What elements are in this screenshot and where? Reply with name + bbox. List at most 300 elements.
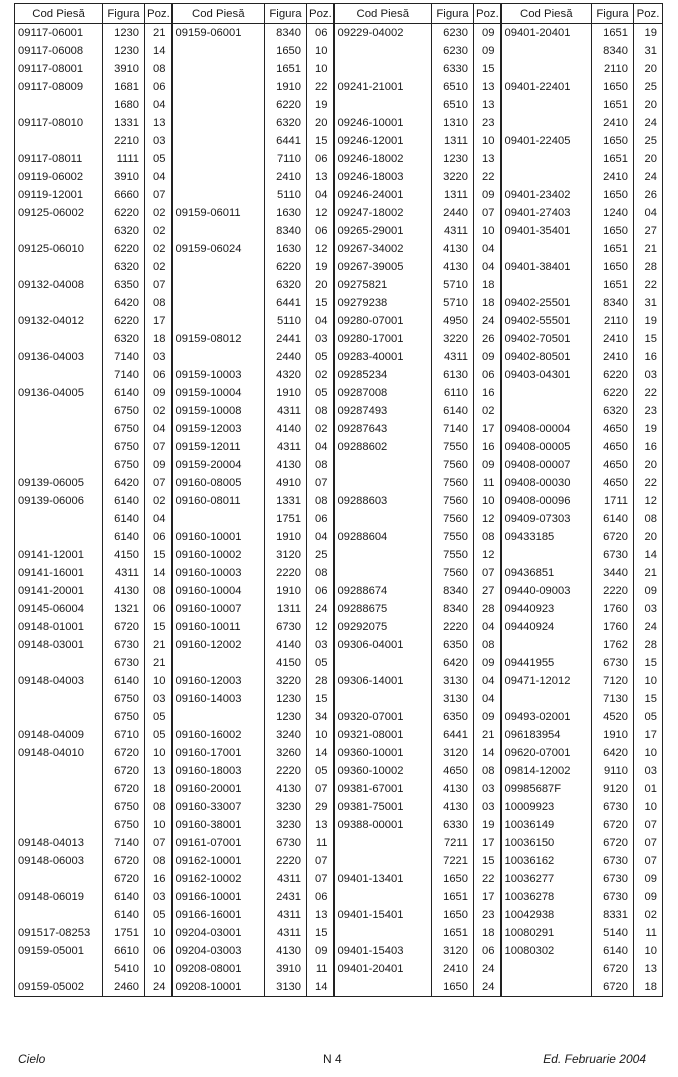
position-cell: 16 [634,438,663,456]
figure-cell: 1310 [432,114,474,132]
part-code-cell: 09166-10001 [172,888,265,906]
position-cell: 03 [145,690,172,708]
position-cell: 11 [307,960,334,978]
position-cell: 06 [307,222,334,240]
position-cell: 09 [474,456,501,474]
figure-cell: 6130 [432,366,474,384]
figure-cell: 3130 [432,690,474,708]
part-code-cell [334,834,432,852]
figure-cell: 7110 [265,150,307,168]
figure-cell: 8340 [592,42,634,60]
part-code-cell: 09204-03003 [172,942,265,960]
position-cell: 19 [634,24,663,43]
position-cell: 18 [634,978,663,997]
part-code-cell [172,132,265,150]
figure-cell: 6730 [592,852,634,870]
page-footer [18,1052,646,1070]
part-code-cell: 09360-10002 [334,762,432,780]
part-code-cell [501,690,592,708]
figure-cell: 1651 [432,924,474,942]
part-code-cell: 09288602 [334,438,432,456]
position-cell: 14 [634,546,663,564]
position-cell: 07 [307,474,334,492]
position-cell: 05 [307,762,334,780]
position-cell: 21 [634,240,663,258]
position-cell: 26 [634,186,663,204]
part-code-cell: 09160-10007 [172,600,265,618]
position-cell: 09 [474,42,501,60]
figure-cell: 6750 [103,798,145,816]
table-row [15,654,663,672]
part-code-cell [15,258,103,276]
figure-cell: 1650 [592,132,634,150]
figure-cell: 6730 [103,636,145,654]
figure-cell: 6720 [103,762,145,780]
figure-cell: 2440 [265,348,307,366]
figure-cell: 4311 [265,402,307,420]
part-code-cell: 09265-29001 [334,222,432,240]
figure-cell: 1311 [432,132,474,150]
part-code-cell: 09275821 [334,276,432,294]
part-code-cell: 09620-07001 [501,744,592,762]
figure-cell: 2460 [103,978,145,997]
part-code-cell [501,96,592,114]
position-cell: 02 [145,402,172,420]
position-cell: 12 [307,618,334,636]
part-code-cell: 09160-08005 [172,474,265,492]
figure-cell: 6140 [103,510,145,528]
position-cell: 07 [145,834,172,852]
part-code-cell: 09145-06004 [18,603,84,615]
part-code-cell: 09287643 [334,420,432,438]
footer-model: Cielo [18,1052,46,1066]
part-code-cell [15,960,103,978]
position-cell: 19 [474,816,501,834]
figure-cell: 4130 [265,780,307,798]
position-cell: 10 [145,924,172,942]
part-code-cell: 10042938 [501,906,592,924]
position-cell: 05 [307,384,334,402]
part-code-cell [172,150,265,168]
part-code-cell: 09401-27403 [501,204,592,222]
position-cell: 09 [474,24,501,43]
part-code-cell [501,150,592,168]
position-cell: 11 [634,924,663,942]
part-code-cell: 09287493 [334,402,432,420]
part-code-cell: 09139-06006 [18,495,84,507]
position-cell: 08 [634,510,663,528]
position-cell: 10 [145,960,172,978]
part-code-cell [172,114,265,132]
figure-cell: 6420 [103,294,145,312]
figure-cell: 8331 [592,906,634,924]
part-code-cell: 09208-10001 [172,978,265,997]
column-header-cod: Cod Piesă [15,4,103,24]
figure-cell: 4650 [592,420,634,438]
figure-cell: 6730 [592,870,634,888]
figure-cell: 6140 [592,510,634,528]
figure-cell: 7211 [432,834,474,852]
part-code-cell: 09159-10004 [172,384,265,402]
position-cell: 14 [474,744,501,762]
position-cell: 08 [474,762,501,780]
figure-cell: 1910 [265,528,307,546]
position-cell: 17 [474,834,501,852]
figure-cell: 3130 [432,672,474,690]
part-code-cell: 09117-06008 [18,45,84,57]
part-code-cell: 10036162 [501,852,592,870]
position-cell: 25 [634,132,663,150]
part-code-cell [15,690,103,708]
figure-cell: 6140 [592,942,634,960]
figure-cell: 1910 [265,384,307,402]
figure-cell: 6140 [432,402,474,420]
position-cell: 06 [474,366,501,384]
position-cell: 18 [145,780,172,798]
table-row [15,294,663,312]
position-cell: 10 [634,798,663,816]
figure-cell: 6730 [592,888,634,906]
position-cell: 09 [474,348,501,366]
figure-cell: 4150 [103,546,145,564]
part-code-cell: 09402-80501 [501,348,592,366]
part-code-cell [172,42,265,60]
part-code-cell: 09401-13401 [334,870,432,888]
part-code-cell: 09125-06010 [18,243,84,255]
position-cell: 06 [307,510,334,528]
part-code-cell: 09436851 [501,564,592,582]
part-code-cell: 09408-00004 [501,420,592,438]
part-code-cell [172,168,265,186]
position-cell: 22 [634,276,663,294]
part-code-cell [334,474,432,492]
part-code-cell: 09288603 [334,492,432,510]
position-cell: 08 [145,582,172,600]
figure-cell: 4311 [103,564,145,582]
part-code-cell: 09246-24001 [334,186,432,204]
figure-cell: 1651 [592,150,634,168]
part-code-cell [15,402,103,420]
part-code-cell [15,510,103,528]
figure-cell: 3220 [265,672,307,690]
position-cell: 14 [307,744,334,762]
figure-cell: 4150 [265,654,307,672]
figure-cell: 3910 [103,168,145,186]
figure-cell: 2210 [103,132,145,150]
part-code-cell: 09280-17001 [334,330,432,348]
position-cell: 10 [307,42,334,60]
part-code-cell [15,798,103,816]
figure-cell: 6110 [432,384,474,402]
figure-cell: 6720 [592,816,634,834]
figure-cell: 6750 [103,690,145,708]
position-cell: 08 [145,294,172,312]
figure-cell: 2220 [592,582,634,600]
part-code-cell: 09288674 [334,582,432,600]
part-code-cell [15,420,103,438]
figure-cell: 7140 [432,420,474,438]
figure-cell: 5140 [592,924,634,942]
part-code-cell [501,546,592,564]
part-code-cell [15,870,103,888]
position-cell: 17 [145,312,172,330]
part-code-cell: 09160-20001 [172,780,265,798]
figure-cell: 1650 [592,222,634,240]
position-cell: 03 [145,348,172,366]
figure-cell: 2441 [265,330,307,348]
figure-cell: 7140 [103,348,145,366]
part-code-cell: 10080302 [501,942,592,960]
position-cell: 03 [145,888,172,906]
part-code-cell: 09160-17001 [172,744,265,762]
figure-cell: 1311 [265,600,307,618]
position-cell: 08 [145,60,172,78]
figure-cell: 6320 [103,258,145,276]
position-cell: 18 [474,924,501,942]
part-code-cell [334,456,432,474]
position-cell: 06 [307,150,334,168]
position-cell: 31 [634,42,663,60]
part-code-cell: 09160-10001 [172,528,265,546]
figure-cell: 1230 [103,42,145,60]
position-cell: 07 [474,564,501,582]
part-code-cell: 09288675 [334,600,432,618]
part-code-cell: 09267-39005 [334,258,432,276]
part-code-cell [172,78,265,96]
figure-cell: 6720 [592,978,634,997]
position-cell: 20 [634,456,663,474]
part-code-cell [334,852,432,870]
figure-cell: 1651 [432,888,474,906]
position-cell: 04 [474,672,501,690]
position-cell: 06 [145,78,172,96]
part-code-cell: 09408-00030 [501,474,592,492]
part-code-cell: 09160-16002 [172,726,265,744]
position-cell: 25 [307,546,334,564]
table-row [15,42,663,60]
figure-cell: 2220 [432,618,474,636]
position-cell: 03 [307,636,334,654]
table-row [15,402,663,420]
part-code-cell: 09285234 [334,366,432,384]
table-row [15,582,663,600]
part-code-cell: 09440924 [501,618,592,636]
part-code-cell: 09292075 [334,618,432,636]
table-row [15,60,663,78]
part-code-cell [501,384,592,402]
figure-cell: 5410 [103,960,145,978]
figure-cell: 6720 [103,870,145,888]
position-cell: 28 [474,600,501,618]
part-code-cell: 09440-09003 [501,582,592,600]
position-cell: 12 [474,510,501,528]
table-row [15,474,663,492]
part-code-cell [501,636,592,654]
figure-cell: 4140 [265,636,307,654]
part-code-cell: 091517-08253 [18,927,91,939]
position-cell: 28 [634,258,663,276]
figure-cell: 4650 [592,456,634,474]
position-cell: 02 [307,420,334,438]
position-cell: 09 [145,456,172,474]
figure-cell: 6660 [103,186,145,204]
part-code-cell [334,546,432,564]
part-code-cell [15,780,103,798]
part-code-cell: 09159-05002 [18,981,84,993]
figure-cell: 6750 [103,708,145,726]
table-row [15,960,663,978]
figure-cell: 3120 [265,546,307,564]
figure-cell: 6750 [103,816,145,834]
position-cell: 28 [634,636,663,654]
position-cell: 24 [634,168,663,186]
part-code-cell: 09160-14003 [172,690,265,708]
table-row [15,852,663,870]
position-cell: 10 [634,672,663,690]
part-code-cell: 09159-10003 [172,366,265,384]
position-cell: 15 [307,132,334,150]
part-code-cell [501,276,592,294]
part-code-cell: 09159-08012 [172,330,265,348]
part-code-cell [172,312,265,330]
part-code-cell: 09401-22401 [501,78,592,96]
table-row [15,222,663,240]
position-cell: 24 [634,114,663,132]
position-cell: 03 [307,330,334,348]
position-cell: 15 [307,924,334,942]
column-header-cod: Cod Piesă [172,4,265,24]
figure-cell: 4910 [265,474,307,492]
part-code-cell [172,654,265,672]
position-cell: 10 [307,726,334,744]
figure-cell: 1681 [103,78,145,96]
table-row [15,618,663,636]
part-code-cell: 09320-07001 [334,708,432,726]
part-code-cell: 09160-10002 [172,546,265,564]
part-code-cell: 09160-12002 [172,636,265,654]
part-code-cell: 09125-06002 [18,207,84,219]
part-code-cell [172,258,265,276]
part-code-cell: 09162-10002 [172,870,265,888]
figure-cell: 2410 [592,114,634,132]
position-cell: 23 [634,402,663,420]
figure-cell: 7140 [103,366,145,384]
position-cell: 07 [145,276,172,294]
figure-cell: 4140 [265,420,307,438]
figure-cell: 6140 [103,492,145,510]
position-cell: 07 [307,852,334,870]
part-code-cell: 09985687F [501,780,592,798]
position-cell: 06 [145,600,172,618]
figure-cell: 1230 [265,708,307,726]
figure-cell: 9110 [592,762,634,780]
part-code-cell [172,60,265,78]
figure-cell: 1762 [592,636,634,654]
table-row [15,384,663,402]
part-code-cell: 09148-06019 [18,891,84,903]
position-cell: 13 [474,78,501,96]
figure-cell: 6140 [103,528,145,546]
part-code-cell: 09403-04301 [501,366,592,384]
table-row [15,744,663,762]
part-code-cell: 09283-40001 [334,348,432,366]
figure-cell: 4311 [265,438,307,456]
position-cell: 06 [307,582,334,600]
figure-cell: 6720 [103,780,145,798]
position-cell: 05 [145,906,172,924]
footer-page-number: N 4 [323,1052,342,1066]
table-row [15,546,663,564]
position-cell: 24 [634,618,663,636]
figure-cell: 6610 [103,942,145,960]
figure-cell: 6730 [265,618,307,636]
position-cell: 27 [474,582,501,600]
position-cell: 01 [634,780,663,798]
position-cell: 15 [145,546,172,564]
position-cell: 12 [307,204,334,222]
part-code-cell [501,978,592,997]
part-code-cell [334,42,432,60]
parts-index-sheet [14,3,662,997]
part-code-cell [15,816,103,834]
part-code-cell [15,456,103,474]
position-cell: 19 [307,96,334,114]
figure-cell: 2410 [592,348,634,366]
figure-cell: 4650 [592,474,634,492]
part-code-cell: 09160-12003 [172,672,265,690]
figure-cell: 9120 [592,780,634,798]
part-code-cell [15,762,103,780]
figure-cell: 2410 [592,168,634,186]
table-row [15,726,663,744]
position-cell: 22 [634,474,663,492]
part-code-cell: 09136-04003 [18,351,84,363]
position-cell: 24 [307,600,334,618]
figure-cell: 3910 [103,60,145,78]
figure-cell: 3230 [265,816,307,834]
figure-cell: 6441 [265,132,307,150]
figure-cell: 1230 [432,150,474,168]
table-row [15,528,663,546]
part-code-cell: 09141-20001 [18,585,84,597]
part-code-cell: 09117-08009 [18,81,84,93]
position-cell: 10 [307,60,334,78]
position-cell: 10 [145,816,172,834]
position-cell: 04 [145,510,172,528]
figure-cell: 7550 [432,438,474,456]
part-code-cell: 09166-16001 [172,906,265,924]
figure-cell: 7560 [432,492,474,510]
position-cell: 15 [634,330,663,348]
figure-cell: 1910 [592,726,634,744]
table-row [15,96,663,114]
figure-cell: 8340 [265,222,307,240]
column-header-fig: Figura [265,4,307,24]
position-cell: 21 [145,636,172,654]
figure-cell: 6220 [592,366,634,384]
figure-cell: 4311 [265,924,307,942]
figure-cell: 6420 [592,744,634,762]
figure-cell: 7560 [432,510,474,528]
part-code-cell: 09814-12002 [501,762,592,780]
figure-cell: 3240 [265,726,307,744]
part-code-cell [334,96,432,114]
part-code-cell: 09160-38001 [172,816,265,834]
figure-cell: 7560 [432,564,474,582]
position-cell: 13 [145,762,172,780]
figure-cell: 6230 [432,24,474,43]
part-code-cell: 09401-20401 [334,960,432,978]
